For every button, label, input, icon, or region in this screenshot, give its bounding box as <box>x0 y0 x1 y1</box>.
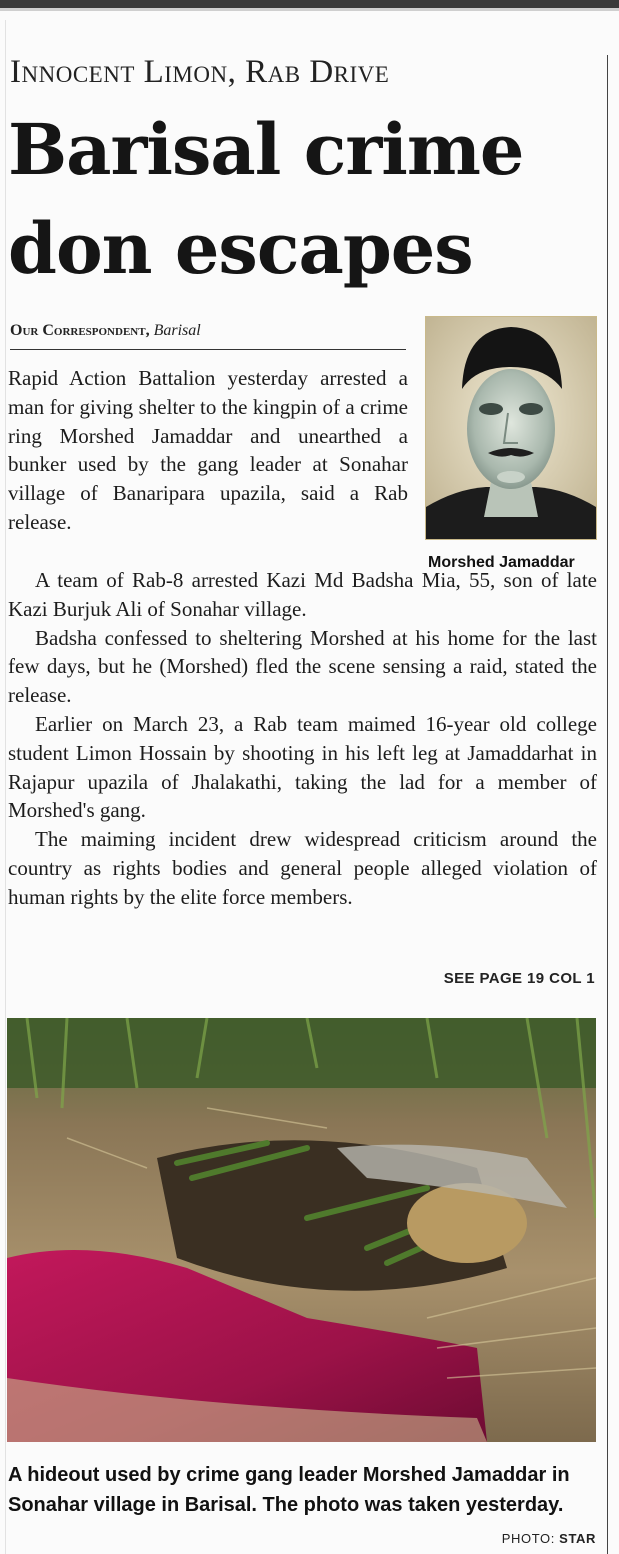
photo-credit-label: PHOTO: <box>501 1531 555 1546</box>
article-headline: Barisal crime don escapes <box>8 108 524 290</box>
hideout-photo <box>7 1018 596 1442</box>
article-body <box>8 566 597 912</box>
article-paragraph-lead <box>8 364 408 537</box>
mugshot-caption: Morshed Jamaddar <box>428 554 575 571</box>
byline-author: Our Correspondent, <box>10 322 150 339</box>
page-top-border-shadow <box>0 8 619 11</box>
article-paragraph: Badsha confessed to sheltering Morshed at his home for the last few days, but he (Morshed) fled the scene sensing a raid, stated the release. <box>8 625 597 708</box>
photo-caption: A hideout used by crime gang leader Morshed Jamaddar in Sonahar village in Barisal. The photo was taken yesterday. <box>8 1464 570 1516</box>
page-top-border <box>0 0 619 8</box>
mugshot-photo <box>425 316 597 540</box>
article-paragraph: The maiming incident drew widespread criticism around the country as rights bodies and general people alleged violation of human rights by the elite force members. <box>8 827 597 909</box>
photo-credit-source: STAR <box>559 1531 596 1546</box>
article-byline <box>10 321 406 341</box>
article-paragraph: Rapid Action Battalion yesterday arrested a man for giving shelter to the kingpin of a crime ring Morshed Jamaddar and unearthed a bunker used by the gang leader at Sonahar village of Banaripara upazila, said a Rab release. <box>8 366 408 534</box>
mugshot-portrait-image <box>426 317 596 539</box>
byline-location: Barisal <box>153 322 201 339</box>
hideout-bunker-image <box>7 1018 596 1442</box>
byline-rule <box>10 349 406 350</box>
column-left-rule <box>5 20 6 1554</box>
article-paragraph: A team of Rab-8 arrested Kazi Md Badsha Mia, 55, son of late Kazi Burjuk Ali of Sonahar village. <box>8 568 597 621</box>
photo-credit <box>470 1531 596 1546</box>
article-paragraph: Earlier on March 23, a Rab team maimed 16-year old college student Limon Hossain by shooting in his left leg at Jamaddarhat in Rajapur upazila of Jhalakathi, taking the lad for a member of Morshed's gang. <box>8 711 597 823</box>
column-right-rule <box>607 55 608 1554</box>
article-kicker: Innocent Limon, Rab Drive <box>10 54 390 90</box>
continuation-link[interactable]: SEE PAGE 19 COL 1 <box>443 970 595 987</box>
